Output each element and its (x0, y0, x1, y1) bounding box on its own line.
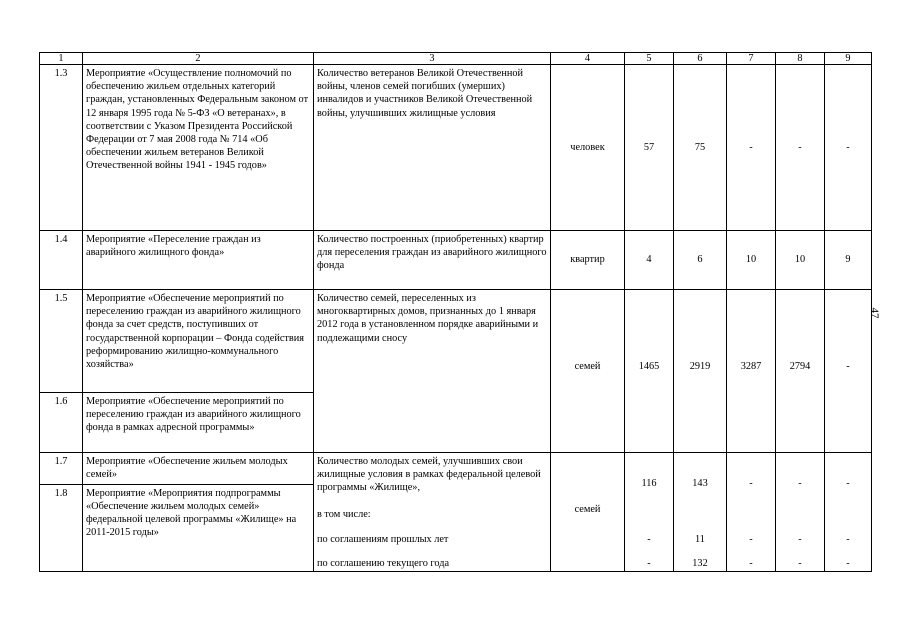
value-col-6: 2919 (674, 290, 727, 453)
indicator-sub-previous: по соглашениям прошлых лет (317, 534, 449, 545)
unit: семей (551, 453, 625, 572)
value-col-6 (674, 453, 727, 572)
unit: квартир (551, 231, 625, 290)
value-previous: 11 (695, 534, 705, 545)
table-row (40, 453, 872, 485)
value-total: - (749, 478, 753, 489)
value-total: 116 (641, 478, 657, 489)
table-row (40, 65, 872, 231)
value-col-7: 3287 (727, 290, 776, 453)
header-col-9: 9 (825, 53, 872, 65)
header-col-4: 4 (551, 53, 625, 65)
event-name: Мероприятие «Обеспечение жильем молодых семей» (83, 453, 314, 485)
row-number: 1.5 (40, 290, 83, 393)
value-col-5 (625, 453, 674, 572)
row-number: 1.6 (40, 393, 83, 453)
event-name: Мероприятие «Осуществление полномочий по обеспечению жильем отдельных категорий граждан, установленных Федеральным законом от 12 января 1995 года № 5-ФЗ «О ветеранах», в соответствии с Указом Президента Российской Федерации от 7 мая 2008 года № 714 «Об обеспечении жильем ветеранов Великой Отечественной войны 1941 - 1945 годов» (83, 65, 314, 231)
row-number: 1.8 (40, 484, 83, 571)
value-col-7: - (727, 65, 776, 231)
value-col-7: 10 (727, 231, 776, 290)
indicator-name: Количество построенных (приобретенных) квартир для переселения граждан из аварийного жилищного фонда (314, 231, 551, 290)
header-col-3: 3 (314, 53, 551, 65)
value-col-5: 4 (625, 231, 674, 290)
value-col-8 (776, 453, 825, 572)
value-current: - (846, 558, 850, 569)
header-col-5: 5 (625, 53, 674, 65)
value-current: - (798, 558, 802, 569)
value-col-7 (727, 453, 776, 572)
value-previous: - (846, 534, 850, 545)
header-col-1: 1 (40, 53, 83, 65)
header-col-8: 8 (776, 53, 825, 65)
value-col-6: 75 (674, 65, 727, 231)
indicator-name (314, 453, 551, 572)
value-col-9: 9 (825, 231, 872, 290)
value-col-8: - (776, 65, 825, 231)
value-current: 132 (692, 558, 708, 569)
value-col-9 (825, 453, 872, 572)
value-col-8: 2794 (776, 290, 825, 453)
value-col-9: - (825, 65, 872, 231)
table-row (40, 290, 872, 393)
indicator-name: Количество ветеранов Великой Отечественной войны, членов семей погибших (умерших) инвалидов и участников Великой Отечественной войны, улучшивших жилищные условия (314, 65, 551, 231)
value-total: 143 (692, 478, 708, 489)
value-current: - (749, 558, 753, 569)
value-previous: - (647, 534, 651, 545)
row-number: 1.4 (40, 231, 83, 290)
header-col-6: 6 (674, 53, 727, 65)
header-row (40, 53, 872, 65)
value-previous: - (798, 534, 802, 545)
event-name: Мероприятие «Мероприятия подпрограммы «Обеспечение жильем молодых семей» федеральной целевой программы «Жилище» на 2011-2015 годы» (83, 484, 314, 571)
table-row (40, 231, 872, 290)
indicator-text: Количество молодых семей, улучшивших свои жилищные условия в рамках федеральной целевой программы «Жилище», (317, 456, 541, 494)
unit: человек (551, 65, 625, 231)
event-name: Мероприятие «Обеспечение мероприятий по переселению граждан из аварийного жилищного фонда в рамках адресной программы» (83, 393, 314, 453)
header-col-7: 7 (727, 53, 776, 65)
value-col-5: 1465 (625, 290, 674, 453)
value-col-6: 6 (674, 231, 727, 290)
unit: семей (551, 290, 625, 453)
value-current: - (647, 558, 651, 569)
value-col-9: - (825, 290, 872, 453)
value-col-8: 10 (776, 231, 825, 290)
row-number: 1.7 (40, 453, 83, 485)
value-total: - (846, 478, 850, 489)
page-number: 47 (868, 307, 881, 319)
program-table (39, 52, 872, 572)
indicator-name: Количество семей, переселенных из многоквартирных домов, признанных до 1 января 2012 года в установленном порядке аварийными и подлежащими сносу (314, 290, 551, 453)
header-col-2: 2 (83, 53, 314, 65)
event-name: Мероприятие «Обеспечение мероприятий по переселению граждан из аварийного жилищного фонда за счет средств, поступивших от государственной корпорации – Фонда содействия реформированию жилищно-коммунального хозяйства» (83, 290, 314, 393)
row-number: 1.3 (40, 65, 83, 231)
indicator-subtext: в том числе: (317, 509, 371, 520)
indicator-sub-current: по соглашению текущего года (317, 558, 450, 569)
value-total: - (798, 478, 802, 489)
event-name: Мероприятие «Переселение граждан из аварийного жилищного фонда» (83, 231, 314, 290)
value-col-5: 57 (625, 65, 674, 231)
value-previous: - (749, 534, 753, 545)
